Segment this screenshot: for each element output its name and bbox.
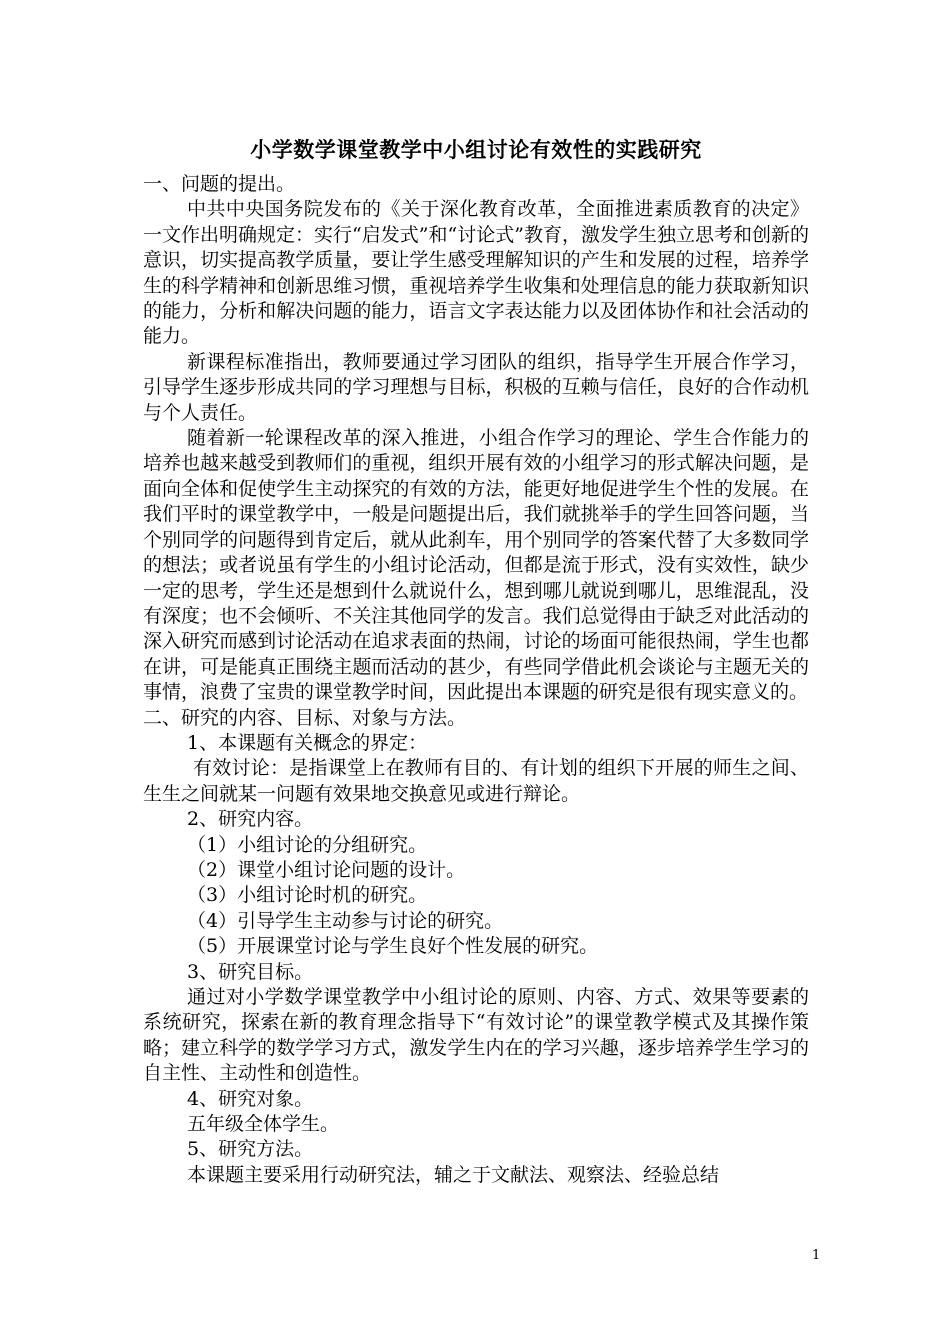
list-item: （2）课堂小组讨论问题的设计。 [187,858,466,881]
section-heading-2: 二、研究的内容、目标、对象与方法。 [143,706,467,729]
list-item: （3）小组讨论时机的研究。 [187,884,428,907]
subsection-heading: 2、研究内容。 [187,808,314,831]
paragraph: 五年级全体学生。 [187,1113,340,1136]
paragraph: 新课程标准指出，教师要通过学习团队的组织，指导学生开展合作学习，引导学生逐步形成共同的学习理想与目标，积极的互赖与信任，良好的合作动机与个人责任。 [143,350,809,424]
paragraph: 通过对小学数学课堂教学中小组讨论的原则、内容、方式、效果等要素的系统研究，探索在新的教育理念指导下“有效讨论”的课堂教学模式及其操作策略；建立科学的数学学习方式，激发学生内在的学习兴趣，逐步培养学生学习的自主性、主动性和创造性。 [143,986,809,1085]
paragraph: 随着新一轮课程改革的深入推进，小组合作学习的理论、学生合作能力的培养也越来越受到教师们的重视，组织开展有效的小组学习的形式解决问题，是面向全体和促使学生主动探究的有效的方法，能更好地促进学生个性的发展。在我们平时的课堂教学中，一般是问题提出后，我们就挑举手的学生回答问题，当个别同学的问题得到肯定后，就从此刹车，用个别同学的答案代替了大多数同学的想法；或者说虽有学生的小组讨论活动，但都是流于形式，没有实效性，缺少一定的思考，学生还是想到什么就说什么，想到哪儿就说到哪儿，思维混乱，没有深度；也不会倾听、不关注其他同学的发言。我们总觉得由于缺乏对此活动的深入研究而感到讨论活动在追求表面的热闹，讨论的场面可能很热闹，学生也都在讲，可是能真正围绕主题而活动的甚少，有些同学借此机会谈论与主题无关的事情，浪费了宝贵的课堂教学时间，因此提出本课题的研究是很有现实意义的。 [143,427,809,704]
list-item: （5）开展课堂讨论与学生良好个性发展的研究。 [187,935,599,958]
document-title: 小学数学课堂教学中小组讨论有效性的实践研究 [250,137,702,162]
list-item: （1）小组讨论的分组研究。 [187,833,428,856]
subsection-heading: 1、本课题有关概念的界定： [187,731,428,754]
paragraph: 中共中央国务院发布的《关于深化教育改革，全面推进素质教育的决定》一文作出明确规定：实行“启发式”和“讨论式”教育，激发学生独立思考和创新的意识，切实提高教学质量，要让学生感受理解知识的产生和发展的过程，培养学生的科学精神和创新思维习惯，重视培养学生收集和处理信息的能力获取新知识的能力，分析和解决问题的能力，语言文字表达能力以及团体协作和社会活动的能力。 [143,198,809,348]
document-body [143,172,809,1188]
subsection-heading: 5、研究方法。 [187,1138,314,1161]
list-item: （4）引导学生主动参与讨论的研究。 [187,909,504,932]
paragraph: 有效讨论：是指课堂上在教师有目的、有计划的组织下开展的师生之间、生生之间就某一问题有效果地交换意见或进行辩论。 [143,757,809,805]
page-number: 1 [812,1248,821,1263]
paragraph: 本课题主要采用行动研究法，辅之于文献法、观察法、经验总结 [187,1163,720,1186]
subsection-heading: 3、研究目标。 [187,960,314,983]
section-heading-1: 一、问题的提出。 [143,173,296,195]
subsection-heading: 4、研究对象。 [187,1087,314,1110]
